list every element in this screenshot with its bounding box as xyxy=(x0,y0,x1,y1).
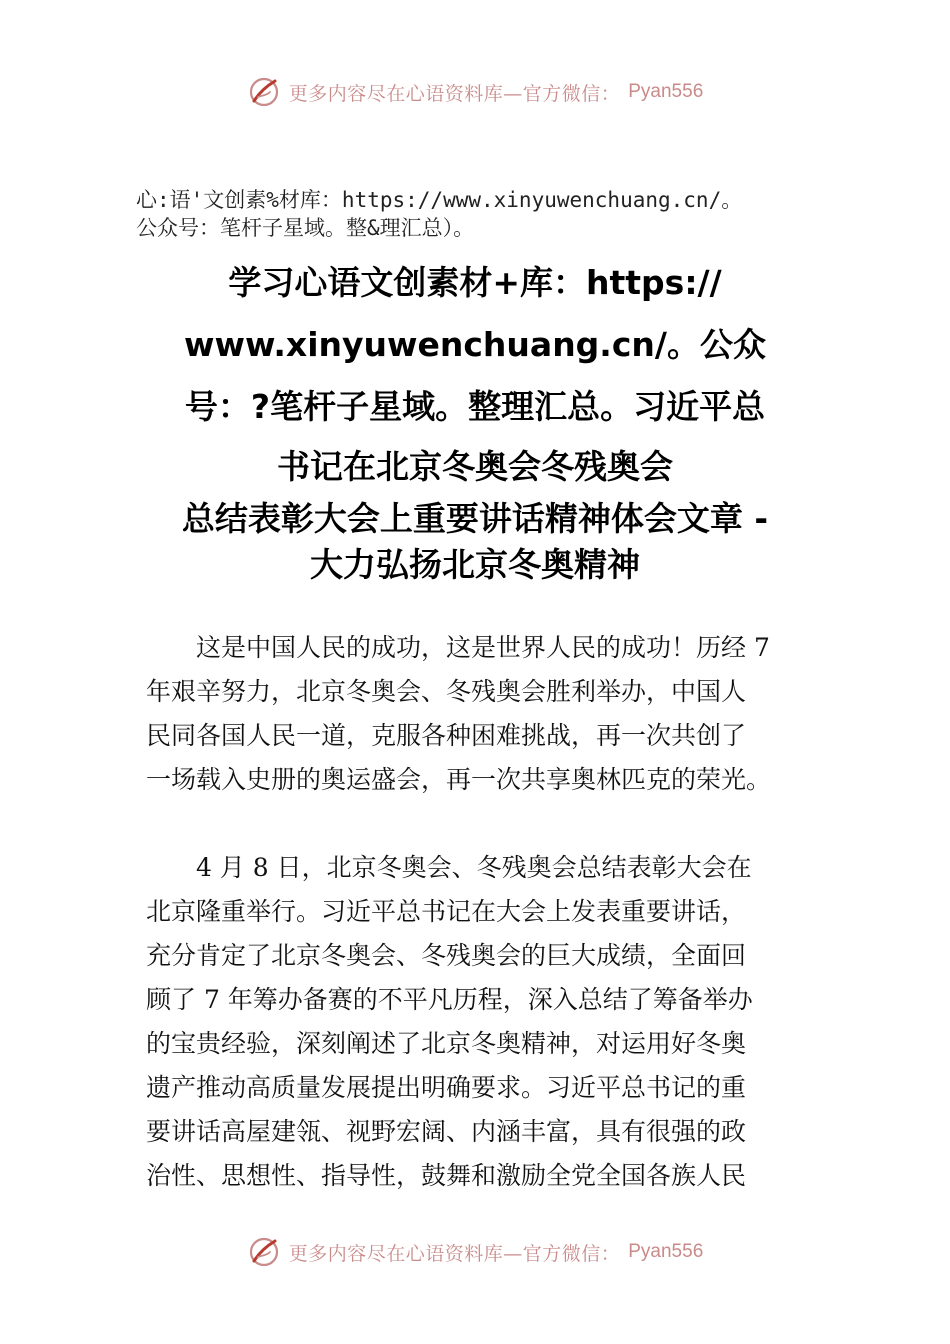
watermark-wechat-id: Pyan556 xyxy=(628,1241,704,1262)
header-watermark xyxy=(0,72,950,112)
paragraph-line: 要讲话高屋建瓴、视野宏阔、内涵丰富，具有很强的政 xyxy=(146,1117,747,1146)
paragraph-line: 治性、思想性、指导性，鼓舞和激励全党全国各族人民 xyxy=(146,1161,747,1190)
paragraph-line: 4 月 8 日，北京冬奥会、冬残奥会总结表彰大会在 xyxy=(146,853,752,882)
paragraph-line: 一场载入史册的奥运盛会，再一次共享奥林匹克的荣光。 xyxy=(146,765,772,794)
paragraph-line: 顾了 7 年筹办备赛的不平凡历程，深入总结了筹备举办 xyxy=(146,985,753,1014)
body-paragraph-2 xyxy=(146,846,810,1198)
paragraph-line: 年艰辛努力，北京冬奥会、冬残奥会胜利举办，中国人 xyxy=(146,677,747,706)
title-line: 书记在北京冬奥会冬残奥会 xyxy=(277,447,673,486)
paragraph-line: 北京隆重举行。习近平总书记在大会上发表重要讲话， xyxy=(146,897,747,926)
brush-logo-icon xyxy=(247,75,281,109)
title-line: 总结表彰大会上重要讲话精神体会文章 - xyxy=(181,499,769,538)
brush-logo-icon xyxy=(247,1235,281,1269)
title-line: 大力弘扬北京冬奥精神 xyxy=(310,545,640,584)
document-title xyxy=(120,252,830,588)
title-line: 学习心语文创素材+库：https:// xyxy=(228,263,722,302)
title-line: www.xinyuwenchuang.cn/。公众 xyxy=(184,325,766,364)
paragraph-line: 这是中国人民的成功，这是世界人民的成功！历经 7 xyxy=(146,633,770,662)
source-note-line: 心:语'文创素%材库：https://www.xinyuwenchuang.cn/。 xyxy=(136,188,743,212)
paragraph-line: 的宝贵经验，深刻阐述了北京冬奥精神，对运用好冬奥 xyxy=(146,1029,747,1058)
title-line: 号：?笔杆子星域。整理汇总。习近平总 xyxy=(184,387,766,426)
paragraph-line: 民同各国人民一道，克服各种困难挑战，再一次共创了 xyxy=(146,721,747,750)
paragraph-line: 遗产推动高质量发展提出明确要求。习近平总书记的重 xyxy=(146,1073,747,1102)
watermark-text: 更多内容尽在心语资料库—官方微信： xyxy=(288,82,621,105)
body-paragraph-1 xyxy=(146,626,810,802)
source-note xyxy=(136,186,836,242)
footer-watermark xyxy=(0,1232,950,1272)
watermark-wechat-id: Pyan556 xyxy=(628,81,704,102)
paragraph-line: 充分肯定了北京冬奥会、冬残奥会的巨大成绩，全面回 xyxy=(146,941,747,970)
source-note-line: 公众号：笔杆子星域。整&理汇总）。 xyxy=(136,216,475,240)
watermark-text: 更多内容尽在心语资料库—官方微信： xyxy=(288,1242,621,1265)
